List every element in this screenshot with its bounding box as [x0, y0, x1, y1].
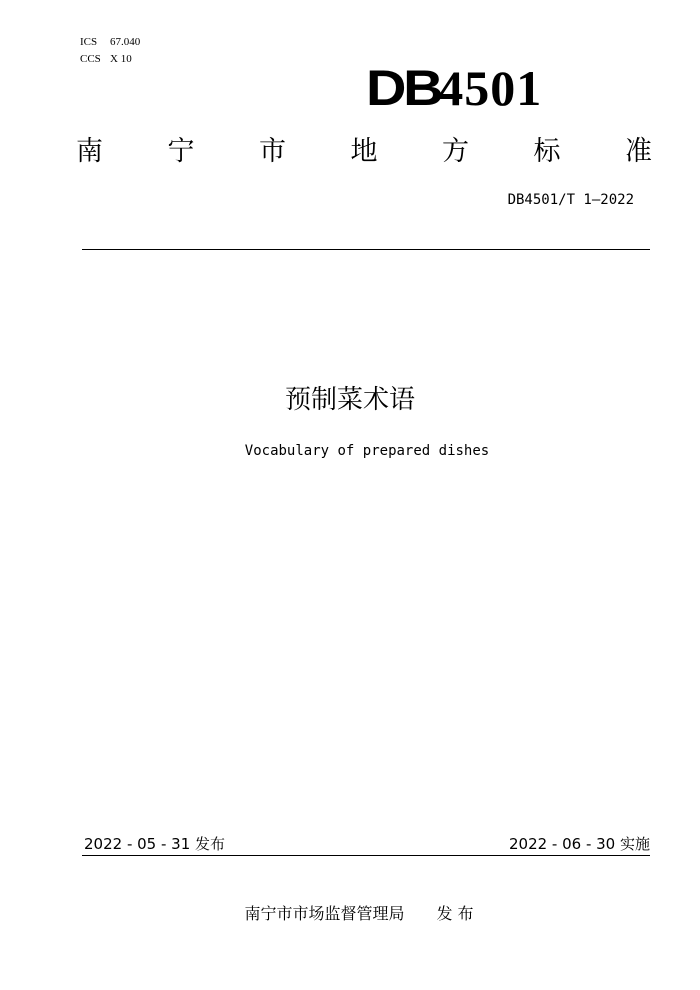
ccs-line: [80, 51, 140, 68]
classification-codes: [80, 34, 140, 68]
db-standard-mark: [366, 58, 542, 118]
heading-char: 标: [533, 136, 561, 167]
top-divider: [82, 249, 650, 250]
heading-char: 地: [350, 136, 378, 167]
issue-date: 2022 - 05 - 31 发布: [84, 835, 226, 853]
bottom-divider: [82, 855, 650, 856]
ics-label: ICS: [80, 36, 98, 48]
document-title-chinese: 预制菜术语: [284, 385, 415, 415]
heading-char: 准: [625, 136, 652, 167]
publisher-name: 南宁市市场监督管理局: [244, 904, 405, 923]
ics-code: 67.040: [110, 36, 141, 48]
db-region-code: 4501: [438, 60, 543, 116]
ccs-code: X 10: [110, 53, 132, 65]
heading-char: 方: [442, 136, 469, 167]
heading-char: 市: [259, 136, 286, 167]
heading-char: 南: [76, 136, 103, 167]
publish-action: 发 布: [436, 904, 474, 923]
implementation-date: 2022 - 06 - 30 实施: [508, 835, 650, 853]
ics-line: [80, 34, 140, 51]
ccs-label: CCS: [80, 53, 101, 65]
db-prefix: DB: [366, 60, 441, 116]
city-local-standard-heading: [76, 132, 652, 172]
heading-char: 宁: [167, 136, 195, 167]
document-title-english: Vocabulary of prepared dishes: [244, 443, 490, 459]
standard-number: DB4501/T 1—2022: [507, 192, 634, 208]
publisher-line: [0, 903, 700, 925]
